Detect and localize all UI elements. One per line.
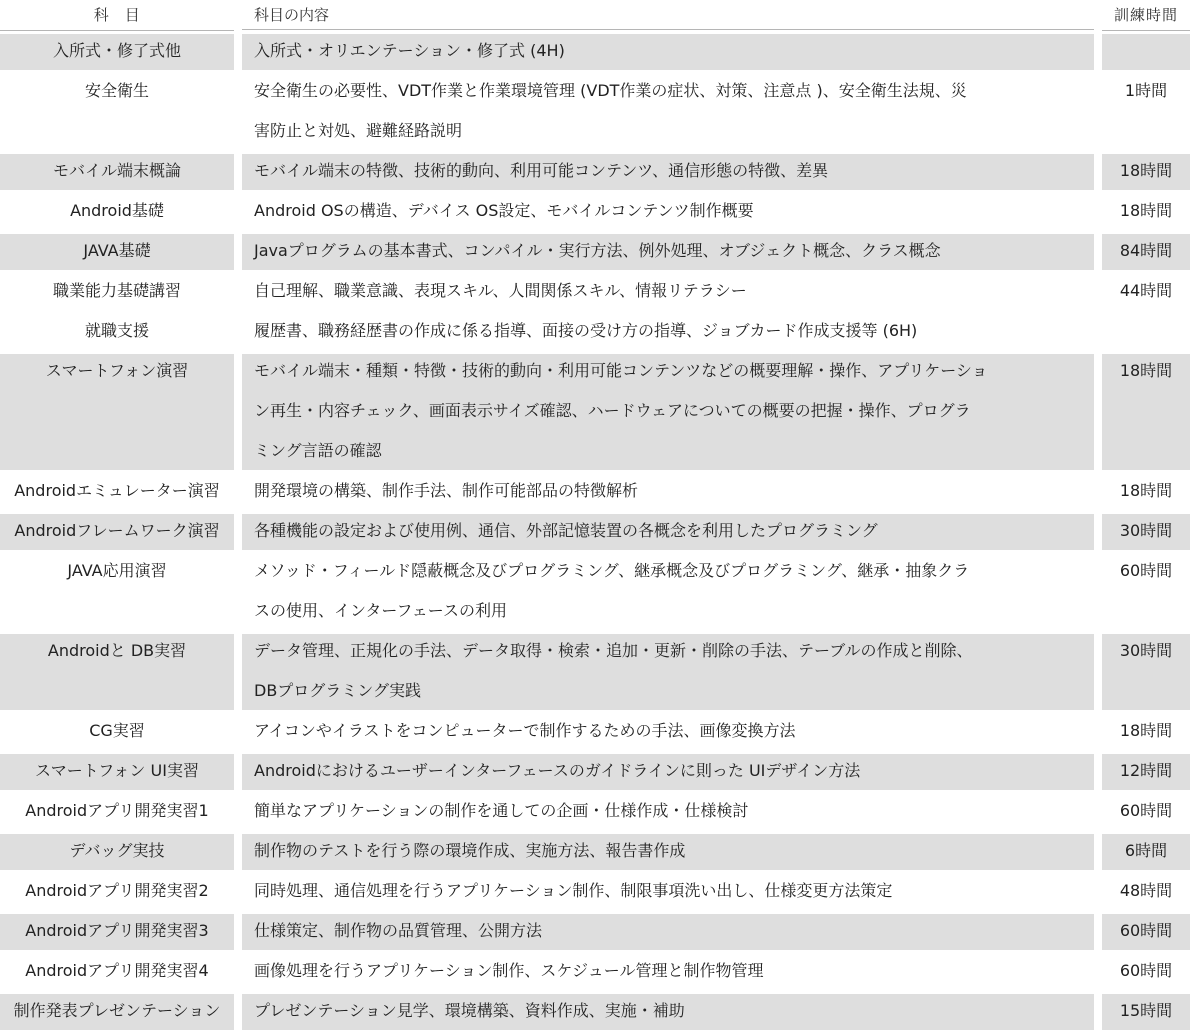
- row-subject-text: CG実習: [89, 721, 145, 740]
- row-hours-text: 15時間: [1119, 1001, 1173, 1020]
- row-subject-text: Android基礎: [70, 201, 164, 220]
- row-hours-text: 60時間: [1119, 961, 1173, 980]
- row-hours: [1102, 994, 1190, 1030]
- row-hours-text: 12時間: [1119, 761, 1173, 780]
- row-hours-text: 18時間: [1119, 161, 1173, 180]
- row-hours-text: 30時間: [1119, 641, 1173, 660]
- row-subject: [0, 314, 234, 350]
- row-subject: [0, 194, 234, 230]
- row-content-line: スの使用、インターフェースの利用: [254, 601, 507, 620]
- row-hours-text: 60時間: [1119, 801, 1173, 820]
- row-subject: [0, 234, 234, 270]
- table-row: [0, 194, 1190, 234]
- row-content-line: データ管理、正規化の手法、データ取得・検索・追加・更新・削除の手法、テーブルの作成と削除、: [254, 641, 973, 660]
- row-subject: [0, 74, 234, 150]
- row-subject: [0, 474, 234, 510]
- table-row: [0, 874, 1190, 914]
- row-content-line: メソッド・フィールド隠蔽概念及びプログラミング、継承概念及びプログラミング、継承・抽象クラ: [254, 561, 970, 580]
- table-row: [0, 794, 1190, 834]
- row-hours: [1102, 794, 1190, 830]
- row-content-line: Androidにおけるユーザーインターフェースのガイドラインに則った UIデザイン方法: [254, 761, 861, 780]
- row-subject-text: スマートフォン演習: [45, 361, 189, 380]
- row-subject-text: JAVA応用演習: [67, 561, 167, 580]
- row-subject-text: Androidフレームワーク演習: [14, 521, 220, 540]
- row-subject-text: 安全衛生: [84, 81, 149, 100]
- table-row: [0, 274, 1190, 314]
- row-subject: [0, 754, 234, 790]
- row-content-line: アイコンやイラストをコンピューターで制作するための手法、画像変換方法: [254, 721, 796, 740]
- table-row: [0, 634, 1190, 714]
- row-content: [242, 714, 1094, 750]
- row-content: [242, 514, 1094, 550]
- row-hours-text: 30時間: [1119, 521, 1173, 540]
- row-subject-text: JAVA基礎: [83, 241, 151, 260]
- row-content: [242, 914, 1094, 950]
- row-content-line: プレゼンテーション見学、環境構築、資料作成、実施・補助: [254, 1001, 685, 1020]
- row-content-line: 入所式・オリエンテーション・修了式 (4H): [254, 41, 565, 60]
- row-subject: [0, 274, 234, 310]
- row-content: [242, 474, 1094, 510]
- row-subject: [0, 354, 234, 470]
- row-hours: [1102, 314, 1190, 350]
- row-hours-text: 60時間: [1119, 921, 1173, 940]
- row-hours-text: 48時間: [1119, 881, 1173, 900]
- row-content: [242, 274, 1094, 310]
- row-hours-text: 6時間: [1124, 841, 1168, 860]
- header-content: 科目の内容: [242, 0, 1094, 30]
- row-hours: [1102, 34, 1190, 70]
- row-subject-text: スマートフォン UI実習: [35, 761, 199, 780]
- row-content: [242, 154, 1094, 190]
- row-hours-text: 1時間: [1124, 81, 1168, 100]
- table-row: [0, 354, 1190, 474]
- row-content-line: モバイル端末・種類・特徴・技術的動向・利用可能コンテンツなどの概要理解・操作、アプリケーショ: [254, 361, 988, 380]
- row-subject: [0, 794, 234, 830]
- table-row: [0, 714, 1190, 754]
- table-row: [0, 154, 1190, 194]
- row-content-line: モバイル端末の特徴、技術的動向、利用可能コンテンツ、通信形態の特徴、差異: [254, 161, 829, 180]
- row-content-line: 画像処理を行うアプリケーション制作、スケジュール管理と制作物管理: [254, 961, 764, 980]
- header-subject: 科 目: [0, 0, 234, 31]
- row-subject-text: 職業能力基礎講習: [52, 281, 181, 300]
- row-content-line: Javaプログラムの基本書式、コンパイル・実行方法、例外処理、オブジェクト概念、クラス概念: [254, 241, 941, 260]
- row-subject: [0, 634, 234, 710]
- row-content: [242, 354, 1094, 470]
- row-subject: [0, 954, 234, 990]
- row-subject-text: モバイル端末概論: [52, 161, 181, 180]
- row-hours: [1102, 274, 1190, 310]
- row-content: [242, 554, 1094, 630]
- row-content: [242, 754, 1094, 790]
- row-subject-text: 制作発表プレゼンテーション: [13, 1001, 221, 1020]
- table-row: [0, 914, 1190, 954]
- row-hours-text: 18時間: [1119, 361, 1173, 380]
- row-content-line: DBプログラミング実践: [254, 681, 421, 700]
- row-subject-text: Androidアプリ開発実習4: [25, 961, 209, 980]
- table-row: [0, 954, 1190, 994]
- row-content-line: 自己理解、職業意識、表現スキル、人間関係スキル、情報リテラシー: [254, 281, 747, 300]
- row-hours: [1102, 714, 1190, 750]
- row-content-line: 簡単なアプリケーションの制作を通しての企画・仕様作成・仕様検討: [254, 801, 749, 820]
- row-hours: [1102, 634, 1190, 710]
- row-hours: [1102, 754, 1190, 790]
- row-subject: [0, 554, 234, 630]
- row-subject-text: Androidアプリ開発実習1: [25, 801, 209, 820]
- row-subject: [0, 914, 234, 950]
- row-subject: [0, 514, 234, 550]
- table-row: [0, 514, 1190, 554]
- row-subject-text: デバッグ実技: [69, 841, 165, 860]
- row-content-line: 同時処理、通信処理を行うアプリケーション制作、制限事項洗い出し、仕様変更方法策定: [254, 881, 893, 900]
- row-subject: [0, 874, 234, 910]
- row-hours: [1102, 514, 1190, 550]
- row-hours-text: 18時間: [1119, 481, 1173, 500]
- row-subject-text: Androidアプリ開発実習3: [25, 921, 209, 940]
- row-subject-text: Androidエミュレーター演習: [14, 481, 220, 500]
- row-hours: [1102, 74, 1190, 150]
- row-subject-text: 入所式・修了式他: [52, 41, 181, 60]
- table-row: [0, 234, 1190, 274]
- row-subject-text: Androidアプリ開発実習2: [25, 881, 209, 900]
- row-content: [242, 194, 1094, 230]
- row-content-line: Android OSの構造、デバイス OS設定、モバイルコンテンツ制作概要: [254, 201, 754, 220]
- row-content: [242, 954, 1094, 990]
- row-hours: [1102, 194, 1190, 230]
- row-content: [242, 314, 1094, 350]
- row-subject-text: 就職支援: [84, 321, 149, 340]
- row-content-line: 開発環境の構築、制作手法、制作可能部品の特徴解析: [254, 481, 639, 500]
- row-subject: [0, 34, 234, 70]
- row-content: [242, 74, 1094, 150]
- row-hours-text: 18時間: [1119, 201, 1173, 220]
- row-content: [242, 34, 1094, 70]
- row-content-line: 各種機能の設定および使用例、通信、外部記憶装置の各概念を利用したプログラミング: [254, 521, 878, 540]
- row-content-line: 安全衛生の必要性、VDT作業と作業環境管理 (VDT作業の症状、対策、注意点 )、安全衛生法規、災: [254, 81, 967, 100]
- table-row: [0, 34, 1190, 74]
- row-content-line: 害防止と対処、避難経路説明: [254, 121, 463, 140]
- table-row: [0, 314, 1190, 354]
- row-content-line: ン再生・内容チェック、画面表示サイズ確認、ハードウェアについての概要の把握・操作、プログラ: [254, 401, 971, 420]
- row-content: [242, 834, 1094, 870]
- table-row: [0, 474, 1190, 514]
- table-row: [0, 834, 1190, 874]
- row-subject: [0, 714, 234, 750]
- table-row: [0, 994, 1190, 1034]
- row-content-line: 仕様策定、制作物の品質管理、公開方法: [254, 921, 543, 940]
- row-hours-text: 18時間: [1119, 721, 1173, 740]
- row-hours: [1102, 834, 1190, 870]
- row-content: [242, 994, 1094, 1030]
- row-hours: [1102, 954, 1190, 990]
- row-hours-text: 44時間: [1119, 281, 1173, 300]
- row-subject: [0, 834, 234, 870]
- table-row: [0, 754, 1190, 794]
- header-hours: 訓練時間: [1102, 0, 1190, 31]
- row-hours: [1102, 914, 1190, 950]
- row-hours: [1102, 474, 1190, 510]
- row-hours: [1102, 554, 1190, 630]
- row-hours: [1102, 154, 1190, 190]
- row-hours-text: 60時間: [1119, 561, 1173, 580]
- row-content: [242, 874, 1094, 910]
- table-row: [0, 74, 1190, 154]
- row-hours: [1102, 874, 1190, 910]
- row-hours-text: 84時間: [1119, 241, 1173, 260]
- row-content: [242, 634, 1094, 710]
- row-content-line: ミング言語の確認: [254, 441, 382, 460]
- row-subject-text: Androidと DB実習: [47, 641, 187, 660]
- row-hours: [1102, 354, 1190, 470]
- row-hours: [1102, 234, 1190, 270]
- row-subject: [0, 154, 234, 190]
- row-content-line: 制作物のテストを行う際の環境作成、実施方法、報告書作成: [254, 841, 686, 860]
- row-subject: [0, 994, 234, 1030]
- row-content: [242, 234, 1094, 270]
- row-content-line: 履歴書、職務経歴書の作成に係る指導、面接の受け方の指導、ジョブカード作成支援等 (6H): [254, 321, 918, 340]
- table-row: [0, 554, 1190, 634]
- row-content: [242, 794, 1094, 830]
